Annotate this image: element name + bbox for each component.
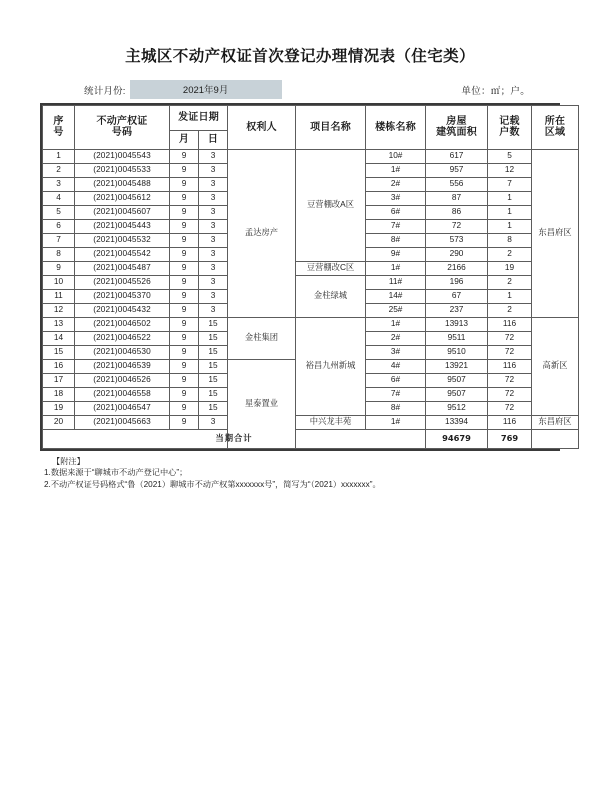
cell-building: 7#: [366, 219, 426, 233]
cell-cert-no: (2021)0045443: [75, 219, 170, 233]
cell-project: 裕昌九州新城: [296, 317, 366, 415]
cell-cert-no: (2021)0045487: [75, 261, 170, 275]
col-header-month: 月: [170, 131, 199, 150]
col-header-owner: 权利人: [228, 106, 296, 150]
cell-area: 196: [426, 275, 488, 289]
cell-households: 1: [488, 205, 532, 219]
cell-households: 19: [488, 261, 532, 275]
cell-month: 9: [170, 177, 199, 191]
cell-building: 1#: [366, 317, 426, 331]
total-region-blank: [532, 429, 579, 448]
cell-day: 3: [199, 415, 228, 429]
cell-area: 617: [426, 149, 488, 163]
cell-index: 7: [43, 233, 75, 247]
cell-building: 9#: [366, 247, 426, 261]
cell-area: 9507: [426, 387, 488, 401]
cell-area: 13394: [426, 415, 488, 429]
cell-month: 9: [170, 205, 199, 219]
cell-building: 1#: [366, 415, 426, 429]
cell-households: 72: [488, 345, 532, 359]
cell-index: 14: [43, 331, 75, 345]
footnote-line-2: 2.不动产权证号码格式“鲁（2021）聊城市不动产权第xxxxxxx号”，简写为“（2021）xxxxxxx”。: [44, 480, 381, 490]
col-header-day: 日: [199, 131, 228, 150]
cell-cert-no: (2021)0045532: [75, 233, 170, 247]
cell-day: 15: [199, 331, 228, 345]
cell-area: 72: [426, 219, 488, 233]
cell-month: 9: [170, 415, 199, 429]
cell-index: 4: [43, 191, 75, 205]
table-total-row: [43, 429, 579, 448]
cell-cert-no: (2021)0045370: [75, 289, 170, 303]
cell-area: 556: [426, 177, 488, 191]
stat-month-label: 统计月份:: [84, 85, 126, 97]
cell-area: 87: [426, 191, 488, 205]
cell-building: 25#: [366, 303, 426, 317]
cell-households: 72: [488, 401, 532, 415]
cell-month: 9: [170, 317, 199, 331]
cell-building: 3#: [366, 345, 426, 359]
cell-building: 6#: [366, 205, 426, 219]
col-header-issue-date: 发证日期: [170, 106, 228, 131]
col-header-area: [426, 106, 488, 150]
col-header-households-line1: 记载: [499, 115, 520, 127]
cell-area: 237: [426, 303, 488, 317]
col-header-area-line2: 建筑面积: [436, 127, 477, 139]
footnotes: [40, 456, 560, 492]
footnote-line-1: 1.数据来源于“聊城市不动产登记中心”；: [44, 468, 188, 478]
cell-day: 3: [199, 163, 228, 177]
cell-cert-no: (2021)0046558: [75, 387, 170, 401]
cell-day: 3: [199, 205, 228, 219]
table-row: [43, 149, 579, 163]
cell-owner: 星泰置业: [228, 359, 296, 448]
registration-table: [42, 105, 579, 449]
cell-owner: 孟达房产: [228, 149, 296, 317]
cell-region: 高新区: [532, 317, 579, 415]
cell-cert-no: (2021)0046522: [75, 331, 170, 345]
cell-month: 9: [170, 233, 199, 247]
cell-cert-no: (2021)0045542: [75, 247, 170, 261]
cell-cert-no: (2021)0045432: [75, 303, 170, 317]
cell-cert-no: (2021)0046526: [75, 373, 170, 387]
cell-households: 2: [488, 275, 532, 289]
cell-cert-no: (2021)0045488: [75, 177, 170, 191]
cell-building: 10#: [366, 149, 426, 163]
cell-month: 9: [170, 191, 199, 205]
col-header-area-line1: 房屋: [446, 115, 467, 127]
cell-month: 9: [170, 373, 199, 387]
col-header-cert-no: [75, 106, 170, 150]
cell-index: 3: [43, 177, 75, 191]
cell-building: 8#: [366, 401, 426, 415]
cell-building: 2#: [366, 331, 426, 345]
cell-cert-no: (2021)0046530: [75, 345, 170, 359]
cell-day: 15: [199, 359, 228, 373]
cell-area: 9507: [426, 373, 488, 387]
cell-households: 1: [488, 289, 532, 303]
cell-index: 1: [43, 149, 75, 163]
cell-month: 9: [170, 219, 199, 233]
total-area: 94679: [426, 429, 488, 448]
cell-households: 116: [488, 415, 532, 429]
table-border-frame: [40, 103, 572, 451]
cell-index: 9: [43, 261, 75, 275]
cell-households: 116: [488, 317, 532, 331]
cell-building: 7#: [366, 387, 426, 401]
cell-area: 9510: [426, 345, 488, 359]
cell-building: 3#: [366, 191, 426, 205]
cell-building: 1#: [366, 261, 426, 275]
cell-cert-no: (2021)0045607: [75, 205, 170, 219]
cell-month: 9: [170, 163, 199, 177]
cell-day: 3: [199, 303, 228, 317]
cell-index: 15: [43, 345, 75, 359]
cell-cert-no: (2021)0045663: [75, 415, 170, 429]
document-meta-row: [32, 80, 568, 99]
cell-households: 5: [488, 149, 532, 163]
cell-day: 3: [199, 247, 228, 261]
cell-building: 6#: [366, 373, 426, 387]
cell-owner: 金柱集团: [228, 317, 296, 359]
cell-day: 3: [199, 191, 228, 205]
cell-month: 9: [170, 247, 199, 261]
col-header-building: 楼栋名称: [366, 106, 426, 150]
cell-day: 3: [199, 219, 228, 233]
cell-region: 东昌府区: [532, 415, 579, 429]
cell-index: 5: [43, 205, 75, 219]
cell-index: 17: [43, 373, 75, 387]
cell-area: 86: [426, 205, 488, 219]
stat-month-value: 2021年9月: [130, 80, 282, 99]
cell-area: 9512: [426, 401, 488, 415]
cell-area: 957: [426, 163, 488, 177]
cell-households: 12: [488, 163, 532, 177]
col-header-region-line1: 所在: [544, 115, 566, 127]
cell-area: 290: [426, 247, 488, 261]
cell-cert-no: (2021)0046547: [75, 401, 170, 415]
cell-households: 72: [488, 373, 532, 387]
cell-project: 豆营棚改C区: [296, 261, 366, 275]
cell-month: 9: [170, 359, 199, 373]
cell-area: 67: [426, 289, 488, 303]
cell-day: 3: [199, 289, 228, 303]
table-row: [43, 275, 579, 289]
cell-building: 1#: [366, 163, 426, 177]
col-header-index-line1: 序: [53, 115, 64, 127]
cell-households: 1: [488, 219, 532, 233]
cell-project: 豆营棚改A区: [296, 149, 366, 261]
table-row: [43, 261, 579, 275]
cell-index: 12: [43, 303, 75, 317]
cell-building: 11#: [366, 275, 426, 289]
cell-cert-no: (2021)0046539: [75, 359, 170, 373]
cell-day: 3: [199, 177, 228, 191]
cell-index: 19: [43, 401, 75, 415]
col-header-cert-no-line2: 号码: [111, 127, 133, 139]
cell-day: 3: [199, 275, 228, 289]
cell-households: 2: [488, 303, 532, 317]
cell-area: 573: [426, 233, 488, 247]
table-row: [43, 317, 579, 331]
cell-building: 2#: [366, 177, 426, 191]
cell-index: 16: [43, 359, 75, 373]
cell-households: 7: [488, 177, 532, 191]
col-header-cert-no-line1: 不动产权证: [96, 115, 148, 127]
cell-day: 15: [199, 401, 228, 415]
col-header-index-line2: 号: [53, 127, 64, 139]
cell-cert-no: (2021)0045533: [75, 163, 170, 177]
cell-day: 15: [199, 387, 228, 401]
page-title: 主城区不动产权证首次登记办理情况表（住宅类）: [125, 47, 475, 65]
cell-month: 9: [170, 149, 199, 163]
cell-day: 3: [199, 149, 228, 163]
cell-area: 13921: [426, 359, 488, 373]
cell-day: 3: [199, 261, 228, 275]
cell-cert-no: (2021)0045612: [75, 191, 170, 205]
cell-day: 3: [199, 233, 228, 247]
table-row: [43, 415, 579, 429]
col-header-households-line2: 户数: [499, 127, 520, 139]
cell-area: 13913: [426, 317, 488, 331]
cell-month: 9: [170, 289, 199, 303]
col-header-households: [488, 106, 532, 150]
cell-month: 9: [170, 275, 199, 289]
table-body: [43, 149, 579, 448]
cell-households: 8: [488, 233, 532, 247]
cell-day: 15: [199, 317, 228, 331]
cell-households: 116: [488, 359, 532, 373]
cell-day: 15: [199, 345, 228, 359]
cell-households: 2: [488, 247, 532, 261]
cell-cert-no: (2021)0046502: [75, 317, 170, 331]
cell-cert-no: (2021)0045543: [75, 149, 170, 163]
cell-project: 中兴龙丰苑: [296, 415, 366, 429]
table-head: [43, 106, 579, 150]
cell-month: 9: [170, 401, 199, 415]
cell-day: 15: [199, 373, 228, 387]
cell-month: 9: [170, 345, 199, 359]
cell-area: 9511: [426, 331, 488, 345]
footnote-heading: 【附注】: [52, 456, 85, 466]
cell-index: 13: [43, 317, 75, 331]
col-header-region-line2: 区域: [544, 127, 566, 139]
cell-households: 1: [488, 191, 532, 205]
cell-index: 18: [43, 387, 75, 401]
col-header-region: [532, 106, 579, 150]
col-header-project: 项目名称: [296, 106, 366, 150]
cell-building: 14#: [366, 289, 426, 303]
col-header-index: [43, 106, 75, 150]
cell-building: 4#: [366, 359, 426, 373]
cell-cert-no: (2021)0045526: [75, 275, 170, 289]
cell-region: 东昌府区: [532, 149, 579, 317]
cell-households: 72: [488, 387, 532, 401]
cell-households: 72: [488, 331, 532, 345]
cell-index: 11: [43, 289, 75, 303]
cell-month: 9: [170, 331, 199, 345]
cell-building: 8#: [366, 233, 426, 247]
cell-index: 6: [43, 219, 75, 233]
total-households: 769: [488, 429, 532, 448]
cell-area: 2166: [426, 261, 488, 275]
cell-index: 2: [43, 163, 75, 177]
cell-month: 9: [170, 387, 199, 401]
cell-index: 10: [43, 275, 75, 289]
cell-project: 金柱绿城: [296, 275, 366, 317]
header-row-primary: [43, 106, 579, 131]
unit-label: 单位：㎡；户。: [461, 85, 530, 97]
cell-month: 9: [170, 303, 199, 317]
cell-index: 20: [43, 415, 75, 429]
total-label: 当期合计: [43, 429, 426, 448]
cell-index: 8: [43, 247, 75, 261]
cell-month: 9: [170, 261, 199, 275]
